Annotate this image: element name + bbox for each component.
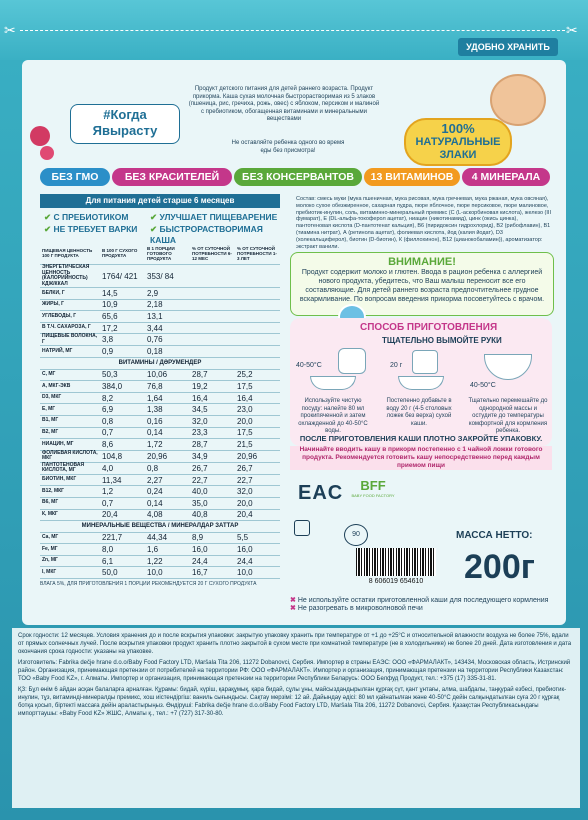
nutrition-row: [40, 450, 280, 462]
temp-label-1: 40-50°С: [296, 362, 322, 369]
nutrient-value: 0,8: [100, 415, 145, 427]
attention-box: [290, 252, 554, 316]
nutrition-row: [40, 555, 280, 567]
footer-storage: Срок годности: 12 месяцев. Условия хранения до и после вскрытия упаковки: закрытую упаковку хранить при температуре от +1 до +25°С и относительной влажности воздуха не более 75%, вдали от прямых солнечных лучей. После вскрытия упаковки продукт хранить плотно закрытой в сухом месте при комнатной температуре (не в холодильнике) не более 20 дней. Дата изготовления и дата окончания срока годности: указаны на упаковке.: [18, 633, 572, 655]
step-3: Тщательно перемешайте до однородной массы и остудите до температуры комфортной для кормления ребенка.: [468, 398, 548, 434]
nutrient-name: С, МГ: [40, 369, 100, 381]
nutrient-value: 4,08: [145, 509, 190, 521]
nutrient-value: 28,7: [190, 369, 235, 381]
brand-logo: [70, 104, 180, 144]
nutrient-value: 0,14: [145, 497, 190, 509]
feature-prebiotic: ✔ С ПРЕБИОТИКОМ: [44, 212, 129, 222]
nutrient-value: 0,7: [100, 427, 145, 439]
nutrient-value: 22,7: [235, 474, 280, 486]
nutrient-value: 1,22: [145, 555, 190, 567]
nutrient-value: 23,0: [235, 404, 280, 416]
legal-footer: [12, 628, 580, 808]
nutrient-name: НАТРИЙ, МГ: [40, 346, 100, 358]
nutrition-row: [40, 532, 280, 544]
nutrition-row: [40, 497, 280, 509]
nutrition-header-cell: % ОТ СУТОЧНОЙ ПОТРЕБНОСТИ 1-3 ЛЕТ: [235, 242, 280, 265]
prohibited-icon: ✖: [290, 597, 298, 604]
pill-no-colorants: БЕЗ КРАСИТЕЛЕЙ: [112, 168, 232, 186]
nutrient-value: 17,5: [235, 427, 280, 439]
bowl-icon-1: [310, 376, 356, 390]
badge-line-1: 100%: [441, 121, 475, 136]
nutrient-value: 1,38: [145, 404, 190, 416]
age-label: Для питания детей старше 6 месяцев: [40, 194, 280, 208]
product-intro: Продукт детского питания для детей раннего возраста. Продукт прикорма. Каша сухая молочная быстрорастворимая из 5 злаков (пшеница, рис, гречиха, рожь, овес) с яблоком, персиком и малиной с пребиотиком, обогащенная витаминами и минеральными веществами: [188, 86, 380, 122]
nutrient-value: 20,0: [235, 415, 280, 427]
nutrient-name: БИОТИН, МКГ: [40, 474, 100, 486]
nutrient-value: 0,16: [145, 415, 190, 427]
nutrient-value: 1,72: [145, 439, 190, 451]
nutrient-value: 2,9: [145, 288, 190, 300]
nutrition-header-cell: % ОТ СУТОЧНОЙ ПОТРЕБНОСТИ 6-12 МЕС: [190, 242, 235, 265]
recycle-icon: 90: [344, 524, 368, 546]
nutrition-row: [40, 415, 280, 427]
nutrient-value: 5,5: [235, 532, 280, 544]
nutrient-value: 0,24: [145, 486, 190, 498]
method-title: СПОСОБ ПРИГОТОВЛЕНИЯ: [360, 322, 498, 333]
nutrient-value: 20,96: [145, 450, 190, 462]
nutrient-value: 8,2: [100, 392, 145, 404]
nutrient-value: 0,76: [145, 334, 190, 346]
nutrient-value: 384,0: [100, 381, 145, 393]
nutrient-value: [235, 288, 280, 300]
nutrient-value: 35,0: [190, 497, 235, 509]
fragile-icon: [294, 520, 310, 536]
feature-no-cooking: ✔ НЕ ТРЕБУЕТ ВАРКИ: [44, 224, 138, 234]
footer-kazakh: ҚЗ: Бұл өнім 6 айдан асқан балаларға арналған. Құрамы: бидай, күріш, қарақұмық, қара бидай, сұлы ұны, майсыздандырылған құрғақ сүт, қант ұнтағы, алма, шабдалы, таңқурай езбесі, пребиотик-инулин, тұз, витаминді-минералды премикс, хош иістендіргіш: ваниль сығындысы. Сақтау мерзімі: 12 ай. Дайындау әдісі: 80 мл қайнатылған және 40-50°С дейін салқындатылған суға 20 г құрғақ ботқа қосып, біртекті массаға дейін араластырыңыз. Өндіруші: Fabrika dečje hrane d.o.o/Baby Food Factory LTD, Maršala Tita 206, 11272 Dobanovci, Сербия. Қазақстан Республикасындағы импорттаушы: «Baby Food KZ» ЖШС, Алматы қ., тел.: +7 (727) 317-30-80.: [18, 687, 567, 717]
nutrition-row: [40, 265, 280, 288]
nutrition-row: [40, 427, 280, 439]
badge-line-3: ЗЛАКИ: [439, 149, 477, 161]
warning-leftovers: ✖ Не используйте остатки приготовленной каши для последующего кормления: [290, 597, 549, 604]
nutrient-value: 10,9: [100, 299, 145, 311]
nutrient-value: 8,0: [100, 544, 145, 556]
nutrient-value: 1764/ 421: [100, 265, 145, 288]
nutrient-name: В Т.Ч. САХАРОЗА, Г: [40, 322, 100, 334]
nutrition-row: [40, 311, 280, 323]
composition-text: Состав: смесь муки (мука пшеничная, мука рисовая, мука гречневая, мука ржаная, мука овсяная), молоко сухое обезжиренное, сахарная пудра, пюре яблочное, пюре персиковое, пюре малиновое, пребиотик-инулин, соль, витаминно-минеральный премикс (С (L-аскорбиновая кислота), железо (III фумарат), Е (DL-альфа-токоферол ацетат), ниацин (никотинамид), цинк (окись цинка), пантотеновая кислота (D-пантотенат кальция), В6 (пиридоксин гидрохлорид), В2 (рибофлавин), В1 (тиамина нитрат), А (ретинола ацетат), фолиевая кислота, йод (калия йодат), D3 (холекальциферол), биотин (D-биотин), К (филлохинон), В12 (цианокобаламин)), ароматизатор: экстракт ванили.: [296, 196, 551, 250]
nutrient-value: 20,0: [235, 497, 280, 509]
barcode: [356, 548, 436, 576]
nutrient-value: 8,9: [190, 532, 235, 544]
nutrient-value: 23,3: [190, 427, 235, 439]
nutrient-value: 10,0: [235, 567, 280, 579]
nutrition-row: [40, 509, 280, 521]
nutrient-value: 14,5: [100, 288, 145, 300]
nutrient-value: 20,4: [100, 509, 145, 521]
check-icon: ✔: [150, 224, 160, 234]
nutrient-value: 6,9: [100, 404, 145, 416]
nutrient-value: 16,4: [235, 392, 280, 404]
nutrient-value: 26,7: [190, 462, 235, 474]
pill-no-preservatives: БЕЗ КОНСЕРВАНТОВ: [234, 168, 362, 186]
nutrient-name: НИАЦИН, МГ: [40, 439, 100, 451]
nutrient-name: УГЛЕВОДЫ, Г: [40, 311, 100, 323]
nutrient-value: 32,0: [235, 486, 280, 498]
nutrition-row: [40, 521, 280, 533]
nutrient-value: 16,7: [190, 567, 235, 579]
nutrient-value: 40,0: [190, 486, 235, 498]
nutrient-value: 10,0: [145, 567, 190, 579]
nutrient-value: [235, 311, 280, 323]
nutrient-value: 353/ 84: [145, 265, 190, 288]
nutrient-value: 3,8: [100, 334, 145, 346]
nutrient-value: 10,06: [145, 369, 190, 381]
badge-line-2: НАТУРАЛЬНЫЕ: [415, 136, 501, 148]
feature-digestion: ✔ УЛУЧШАЕТ ПИЩЕВАРЕНИЕ: [150, 212, 278, 222]
check-icon: ✔: [150, 212, 160, 222]
nutrient-value: 4,0: [100, 462, 145, 474]
nutrition-row: [40, 381, 280, 393]
nutrient-value: 16,4: [190, 392, 235, 404]
temp-label-2: 20 г: [390, 362, 403, 369]
nutrient-name: ЖИРЫ, Г: [40, 299, 100, 311]
wash-hands: ТЩАТЕЛЬНО ВЫМОЙТЕ РУКИ: [382, 336, 502, 345]
nutrient-value: 40,8: [190, 509, 235, 521]
nutrition-row: [40, 299, 280, 311]
nutrition-row: [40, 392, 280, 404]
nutrition-row: [40, 567, 280, 579]
nutrient-name: БЕЛКИ, Г: [40, 288, 100, 300]
nutrient-value: 65,6: [100, 311, 145, 323]
nutrient-value: 19,2: [190, 381, 235, 393]
nutrient-value: 76,8: [145, 381, 190, 393]
nutrient-name: ПИЩЕВЫЕ ВОЛОКНА, Г: [40, 334, 100, 346]
supervision-note: Не оставляйте ребенка одного во время еды без присмотра!: [231, 140, 345, 154]
nutrient-name: Е, МГ: [40, 404, 100, 416]
nutrient-value: 3,44: [145, 322, 190, 334]
after-cooking: ПОСЛЕ ПРИГОТОВЛЕНИЯ КАШИ ПЛОТНО ЗАКРОЙТЕ УПАКОВКУ.: [299, 434, 543, 443]
bff-sub: BABY FOOD FACTORY: [351, 493, 395, 498]
attention-title: ВНИМАНИЕ!: [388, 256, 456, 268]
nutrition-row: [40, 369, 280, 381]
pill-no-gmo: БЕЗ ГМО: [40, 168, 110, 186]
nutrient-value: 11,34: [100, 474, 145, 486]
temp-label-3: 40-50°С: [470, 382, 496, 389]
nutrient-value: 8,6: [100, 439, 145, 451]
barcode-digits: 8 606019 654610: [368, 578, 424, 585]
raspberry-icon: [30, 126, 50, 146]
kettle-icon: [338, 348, 366, 374]
nutrient-value: 17,5: [235, 381, 280, 393]
nutrient-value: [190, 346, 235, 358]
brand-line-1: #Когда: [103, 107, 147, 122]
nutrition-row: [40, 334, 280, 346]
nutrient-value: 0,8: [145, 462, 190, 474]
bear-mascot-icon: [490, 74, 546, 126]
nutrition-row: [40, 404, 280, 416]
nutrition-row: [40, 346, 280, 358]
nutrient-value: [190, 322, 235, 334]
scissors-icon-right: ✂: [566, 22, 578, 38]
eac-mark: EAC: [298, 482, 344, 504]
nutrient-value: 221,7: [100, 532, 145, 544]
nutrient-value: 25,2: [235, 369, 280, 381]
mass-value: 200г: [464, 548, 535, 586]
storage-tag: УДОБНО ХРАНИТЬ: [458, 38, 558, 56]
nutrient-name: А, МКГ-ЭКВ: [40, 381, 100, 393]
brand-line-2: Явырасту: [92, 123, 158, 138]
nutrient-value: 6,1: [100, 555, 145, 567]
spoon-jar-icon: [412, 350, 438, 374]
cut-line: [20, 30, 565, 31]
nutrition-row: [40, 288, 280, 300]
nutrition-header-cell: В 1 ПОРЦИИ ГОТОВОГО ПРОДУКТА: [145, 242, 190, 265]
nutrient-name: Zn, МГ: [40, 555, 100, 567]
nutrient-value: 1,6: [145, 544, 190, 556]
step-2: Постепенно добавьте в воду 20 г (4-5 столовых ложек без верха) сухой каши.: [386, 398, 452, 427]
nutrition-row: [40, 474, 280, 486]
nutrient-value: 50,0: [100, 567, 145, 579]
nutrient-value: 24,4: [190, 555, 235, 567]
nutrient-value: 50,3: [100, 369, 145, 381]
nutrient-value: [235, 265, 280, 288]
nutrition-row: [40, 322, 280, 334]
nutrient-value: 0,7: [100, 497, 145, 509]
nutrient-value: 22,7: [190, 474, 235, 486]
nutrient-name: ЭНЕРГЕТИЧЕСКАЯ ЦЕННОСТЬ (КАЛОРИЙНОСТЬ) КДЖ/ККАЛ: [40, 265, 100, 288]
nutrient-value: 16,0: [235, 544, 280, 556]
nutrient-value: 32,0: [190, 415, 235, 427]
nutrient-value: 21,5: [235, 439, 280, 451]
nutrient-value: 20,4: [235, 509, 280, 521]
nutrient-value: 2,27: [145, 474, 190, 486]
nutrient-value: 2,18: [145, 299, 190, 311]
nutrition-header-cell: ПИЩЕВАЯ ЦЕННОСТЬ 100 Г ПРОДУКТА: [40, 242, 100, 265]
nutrition-row: [40, 544, 280, 556]
nutrition-table-wrap: [40, 242, 280, 587]
pill-13-vitamins: 13 ВИТАМИНОВ: [364, 168, 460, 186]
nutrition-header-cell: В 100 Г СУХОГО ПРОДУКТА: [100, 242, 145, 265]
nutrient-name: Са, МГ: [40, 532, 100, 544]
nutrient-value: 17,2: [100, 322, 145, 334]
nutrient-value: [190, 334, 235, 346]
mass-label: МАССА НЕТТО:: [456, 530, 533, 541]
nutrient-value: [235, 334, 280, 346]
nutrient-value: 1,2: [100, 486, 145, 498]
nutrition-header-row: [40, 242, 280, 265]
warnings-box: [290, 596, 552, 622]
nutrient-name: ПАНТОТЕНОВАЯ КИСЛОТА, МГ: [40, 462, 100, 474]
nutrition-row: [40, 486, 280, 498]
bff-logo: [348, 478, 398, 508]
nutrition-row: [40, 439, 280, 451]
nutrition-table: [40, 242, 280, 579]
nutrient-value: 24,4: [235, 555, 280, 567]
raspberry-icon-2: [40, 146, 54, 160]
bowl-icon-2: [398, 376, 444, 390]
nutrient-value: 20,96: [235, 450, 280, 462]
nutrient-name: В6, МГ: [40, 497, 100, 509]
nutrient-name: ФОЛИЕВАЯ КИСЛОТА, МКГ: [40, 450, 100, 462]
nutrient-name: К, МКГ: [40, 509, 100, 521]
nutrition-row: [40, 357, 280, 369]
nutrient-value: [190, 288, 235, 300]
bff-name: BFF: [360, 478, 386, 493]
nutrient-name: В1, МГ: [40, 415, 100, 427]
nutrition-section-header: ВИТАМИНЫ / ДӘРУМЕНДЕР: [40, 357, 280, 369]
nutrient-name: D3, МКГ: [40, 392, 100, 404]
scissors-icon: ✂: [4, 22, 16, 38]
nutrition-section-header: МИНЕРАЛЬНЫЕ ВЕЩЕСТВА / МИНЕРАЛДАР ЗАТТАР: [40, 521, 280, 533]
nutrient-value: 13,1: [145, 311, 190, 323]
check-icon: ✔: [44, 212, 54, 222]
natural-grains-badge: [404, 118, 512, 166]
attention-text: Продукт содержит молоко и глютен. Ввода в рацион ребенка с аллергией нового продукта, убедитесь, что Ваш малыш переносит все его составляющие. Для детей раннего возраста предпочтительнее грудное вскармливание. По вопросам введения прикорма посоветуйтесь с врачом.: [299, 269, 545, 303]
nutrient-value: [190, 299, 235, 311]
step-1: Используйте чистую посуду: налейте 80 мл прокипяченной и затем охлажденной до 40-50°С воды.: [298, 398, 368, 434]
nutrient-value: 16,0: [190, 544, 235, 556]
nutrition-row: [40, 462, 280, 474]
footer-manufacturer: Изготовитель: Fabrika dečje hrane d.o.o/Baby Food Factory LTD, Maršala Tita 206, 11272 Dobanovci, Сербия. Импортер в страны ЕАЭС: ООО «ФАРМАЛАКТ», 143434, Московская область, Истринский район. Организация, принимающая претензии от потребителей на территории РФ: ООО «ФАРМАЛАКТ». Импортер и организация, принимающая претензии на территории Республики Казахстан: ТОО «Baby Food KZ», г. Алматы. Импортер и организация, принимающая претензии на территории Республики Беларусь: ООО Белфуд Продукт, тел.: +375 (17) 335-31-81.: [18, 660, 571, 682]
nutrient-value: 28,7: [190, 439, 235, 451]
warning-microwave: ✖ Не разогревать в микроволновой печи: [290, 605, 423, 612]
nutrient-name: В2, МГ: [40, 427, 100, 439]
nutrient-value: 34,5: [190, 404, 235, 416]
nutrient-value: [235, 322, 280, 334]
nutrition-note: ВЛАГА 5%, ДЛЯ ПРИГОТОВЛЕНИЯ 1 ПОРЦИИ РЕКОМЕНДУЕТСЯ 20 Г СУХОГО ПРОДУКТА: [40, 581, 257, 588]
nutrient-value: [190, 311, 235, 323]
nutrient-value: [235, 346, 280, 358]
check-icon: ✔: [44, 224, 54, 234]
nutrient-value: 104,8: [100, 450, 145, 462]
nutrient-value: 0,18: [145, 346, 190, 358]
nutrient-name: I, МКГ: [40, 567, 100, 579]
pill-4-minerals: 4 МИНЕРАЛА: [462, 168, 550, 186]
nutrient-name: Fe, МГ: [40, 544, 100, 556]
nutrient-value: [190, 265, 235, 288]
nutrient-name: В12, МКГ: [40, 486, 100, 498]
recommendation: Начинайте вводить кашу в прикорм постепенно с 1 чайной ложки готового продукта. Рекомендуется готовить кашу непосредственно перед каждым приемом пищи: [290, 446, 552, 470]
nutrient-value: 0,14: [145, 427, 190, 439]
nutrient-value: 0,9: [100, 346, 145, 358]
nutrient-value: 26,7: [235, 462, 280, 474]
nutrient-value: [235, 299, 280, 311]
nutrient-value: 34,9: [190, 450, 235, 462]
nutrient-value: 44,34: [145, 532, 190, 544]
prohibited-icon: ✖: [290, 605, 298, 612]
feature-instant: ✔ БЫСТРОРАСТВОРИМАЯ КАША: [150, 224, 263, 245]
nutrient-value: 1,64: [145, 392, 190, 404]
